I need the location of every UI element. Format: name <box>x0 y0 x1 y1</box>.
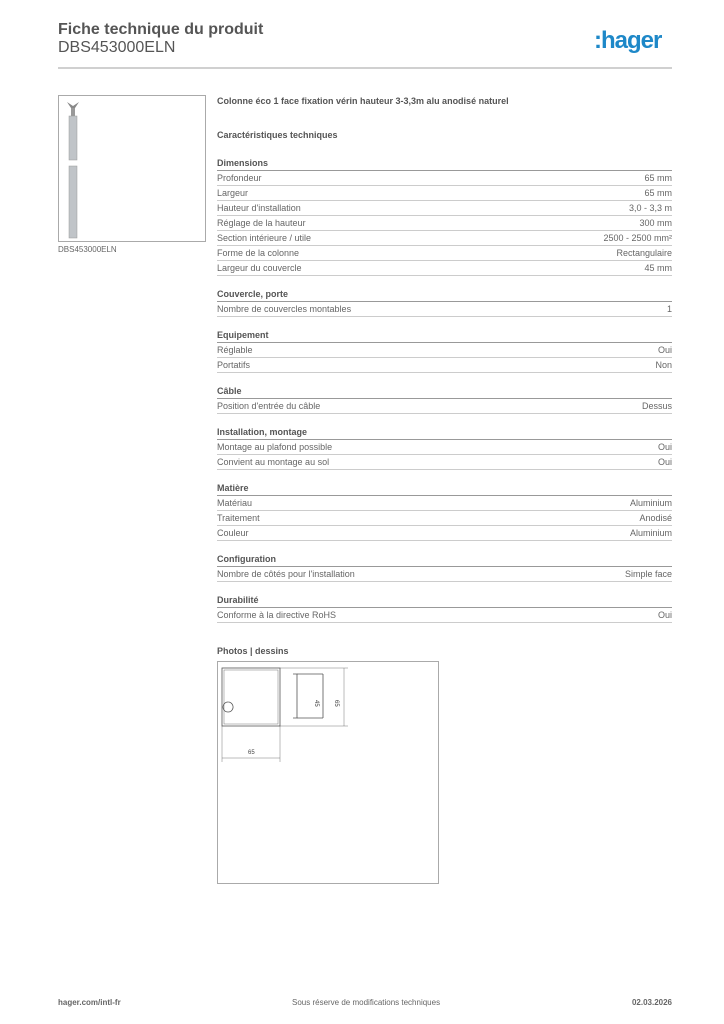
spec-row <box>217 246 672 261</box>
section-title: Equipement <box>217 329 672 343</box>
header-divider <box>58 67 672 69</box>
spec-row <box>217 608 672 623</box>
spec-value: Oui <box>657 457 672 467</box>
spec-value: 65 mm <box>644 188 672 198</box>
section-title: Installation, montage <box>217 426 672 440</box>
cover-dimension: 45 <box>313 700 319 707</box>
section-title: Couvercle, porte <box>217 288 672 302</box>
spec-value: Dessus <box>641 401 672 411</box>
spec-label: Section intérieure / utile <box>217 233 312 243</box>
spec-sections <box>217 157 672 623</box>
spec-label: Convient au montage au sol <box>217 457 330 467</box>
spec-section <box>217 482 672 541</box>
footer-date: 02.03.2026 <box>631 998 672 1007</box>
spec-row <box>217 216 672 231</box>
spec-row <box>217 201 672 216</box>
spec-label: Montage au plafond possible <box>217 442 333 452</box>
section-title: Durabilité <box>217 594 672 608</box>
section-title: Câble <box>217 385 672 399</box>
product-reference: DBS453000ELN <box>58 39 176 56</box>
spec-label: Profondeur <box>217 173 262 183</box>
spec-label: Largeur <box>217 188 249 198</box>
spec-label: Position d'entrée du câble <box>217 401 321 411</box>
spec-value: Oui <box>657 442 672 452</box>
spec-label: Traitement <box>217 513 260 523</box>
spec-row <box>217 496 672 511</box>
spec-row <box>217 567 672 582</box>
spec-value: Aluminium <box>629 498 672 508</box>
footer-notice: Sous réserve de modifications techniques <box>292 998 441 1007</box>
spec-row <box>217 171 672 186</box>
spec-section <box>217 385 672 414</box>
spec-section <box>217 426 672 470</box>
spec-section <box>217 329 672 373</box>
spec-row <box>217 511 672 526</box>
spec-value: 3,0 - 3,3 m <box>628 203 672 213</box>
spec-row <box>217 302 672 317</box>
spec-label: Conforme à la directive RoHS <box>217 610 337 620</box>
spec-value: 2500 - 2500 mm² <box>603 233 672 243</box>
spec-row <box>217 231 672 246</box>
spec-value: Aluminium <box>629 528 672 538</box>
spec-label: Réglage de la hauteur <box>217 218 306 228</box>
spec-value: Anodisé <box>639 513 672 523</box>
technical-drawing <box>217 661 439 884</box>
spec-row <box>217 399 672 414</box>
section-title: Matière <box>217 482 672 496</box>
product-image <box>58 95 206 242</box>
spec-value: 300 mm <box>639 218 672 228</box>
spec-label: Nombre de côtés pour l'installation <box>217 569 355 579</box>
characteristics-title: Caractéristiques techniques <box>217 130 338 140</box>
spec-value: Oui <box>657 345 672 355</box>
spec-section <box>217 553 672 582</box>
spec-row <box>217 186 672 201</box>
spec-row <box>217 261 672 276</box>
spec-value: Oui <box>657 610 672 620</box>
spec-value: 45 mm <box>644 263 672 273</box>
spec-label: Nombre de couvercles montables <box>217 304 352 314</box>
spec-row <box>217 358 672 373</box>
spec-row <box>217 455 672 470</box>
spec-label: Hauteur d'installation <box>217 203 301 213</box>
spec-row <box>217 526 672 541</box>
spec-value: 1 <box>666 304 672 314</box>
width-dimension: 65 <box>248 750 255 756</box>
spec-value: 65 mm <box>644 173 672 183</box>
spec-content <box>217 96 672 884</box>
spec-row <box>217 343 672 358</box>
hager-logo: :hager <box>594 27 662 54</box>
product-image-label: DBS453000ELN <box>58 245 117 254</box>
spec-value: Non <box>655 360 672 370</box>
spec-value: Rectangulaire <box>616 248 672 258</box>
spec-label: Forme de la colonne <box>217 248 300 258</box>
footer-website[interactable]: hager.com/intl-fr <box>58 998 121 1007</box>
column-icon <box>59 96 205 241</box>
spec-row <box>217 440 672 455</box>
spec-label: Portatifs <box>217 360 251 370</box>
spec-label: Matériau <box>217 498 253 508</box>
height-dimension: 65 <box>333 700 339 707</box>
section-title: Dimensions <box>217 157 672 171</box>
page-title: Fiche technique du produit <box>58 21 264 38</box>
spec-section <box>217 594 672 623</box>
spec-section <box>217 157 672 276</box>
product-description: Colonne éco 1 face fixation vérin hauteur 3-3,3m alu anodisé naturel <box>217 96 509 106</box>
spec-label: Réglable <box>217 345 253 355</box>
spec-label: Largeur du couvercle <box>217 263 302 273</box>
spec-section <box>217 288 672 317</box>
spec-label: Couleur <box>217 528 249 538</box>
section-title: Configuration <box>217 553 672 567</box>
photos-title: Photos | dessins <box>217 646 289 656</box>
spec-value: Simple face <box>624 569 672 579</box>
